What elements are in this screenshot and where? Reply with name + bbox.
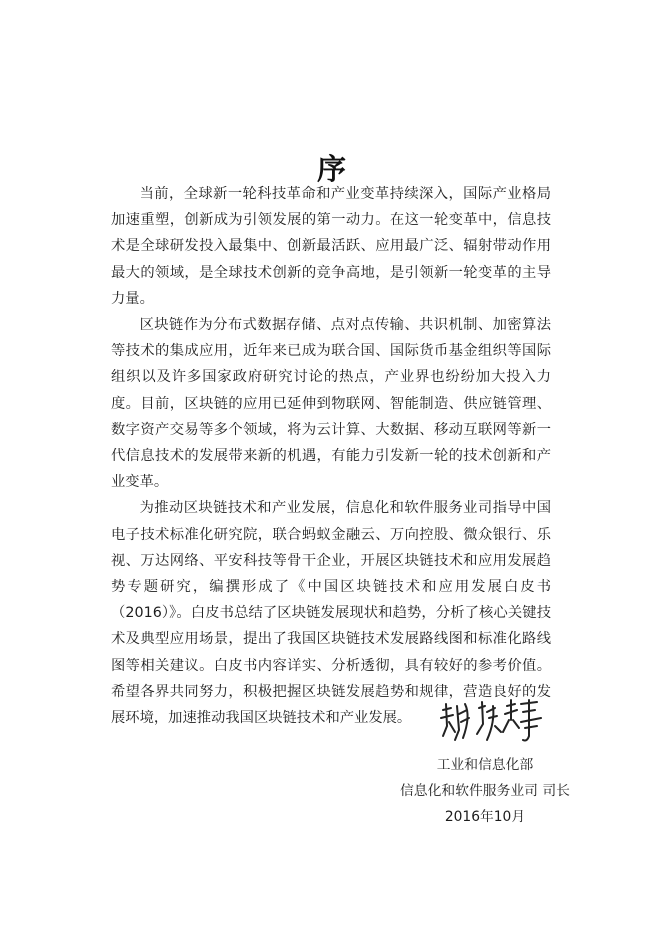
signature-date: 2016年10月 bbox=[444, 809, 526, 825]
signature-org: 工业和信息化部 bbox=[436, 757, 534, 773]
paragraph-1: 当前，全球新一轮科技革命和产业变革持续深入，国际产业格局加速重塑，创新成为引领发展的第一动力。在这一轮变革中，信息技术是全球研发投入最集中、创新最活跃、应用最广泛、辐射带动作用最大的领域，是全球技术创新的竞争高地，是引领新一轮变革的主导力量。 bbox=[111, 186, 551, 307]
paragraph-2: 区块链作为分布式数据存储、点对点传输、共识机制、加密算法等技术的集成应用，近年来已成为联合国、国际货币基金组织等国际组织以及许多国家政府研究讨论的热点，产业界也纷纷加大投入力度。目前，区块链的应用已延伸到物联网、智能制造、供应链管理、数字资产交易等多个领域，将为云计算、大数据、移动互联网等新一代信息技术的发展带来新的机遇，有能力引发新一轮的技术创新和产业变革。 bbox=[111, 317, 551, 491]
preface-body bbox=[111, 181, 551, 731]
handwritten-signature bbox=[437, 696, 553, 748]
signature-department: 信息化和软件服务业司 司长 bbox=[400, 783, 570, 799]
signature-block bbox=[380, 752, 590, 830]
paragraph-3: 为推动区块链技术和产业发展，信息化和软件服务业司指导中国电子技术标准化研究院，联合蚂蚁金融云、万向控股、微众银行、乐视、万达网络、平安科技等骨干企业，开展区块链技术和应用发展趋势专题研究，编撰形成了《中国区块链技术和应用发展白皮书（2016）》。白皮书总结了区块链发展现状和趋势，分析了核心关键技术及典型应用场景，提出了我国区块链技术发展路线图和标准化路线图等相关建议。白皮书内容详实、分析透彻，具有较好的参考价值。希望各界共同努力，积极把握区块链发展趋势和规律，营造良好的发展环境，加速推动我国区块链技术和产业发展。 bbox=[111, 500, 551, 727]
page-title: 序 bbox=[316, 152, 348, 187]
